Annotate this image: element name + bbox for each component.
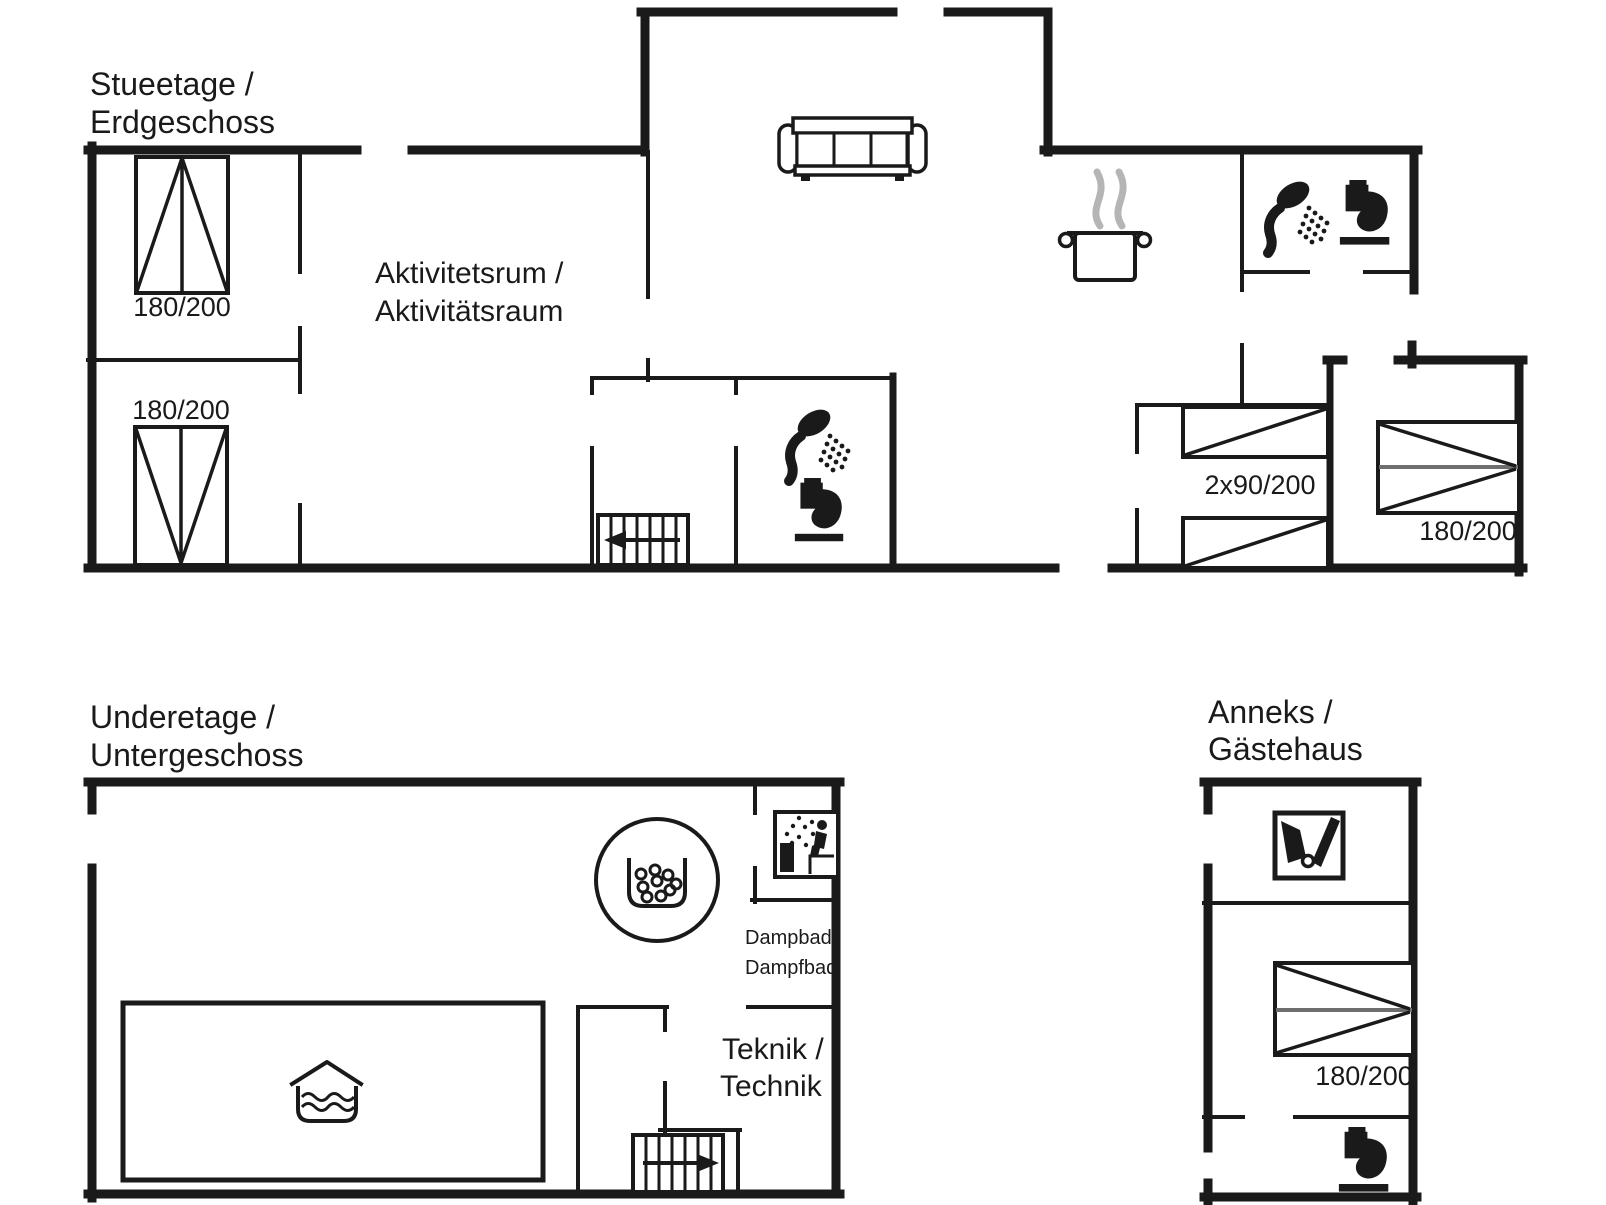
bed-single-2-icon [1183,518,1328,568]
bed-double-top-left-icon [136,157,228,293]
stairs-down-icon [633,1135,723,1192]
bed-double-bottom-left-icon [135,427,227,565]
tech-room-label-line1: Teknik / [722,1033,824,1066]
shower-icon [789,404,850,481]
ground-floor-interior-walls [88,152,1412,566]
steam-bath-icon [775,812,838,877]
bed-size-annex: 180/200 [1315,1061,1413,1091]
ground-floor-title-line1: Stueetage / [90,66,254,102]
activity-room-label-line2: Aktivitätsraum [375,295,564,328]
toilet-icon [1339,1127,1388,1192]
activity-room-label-line1: Aktivitetsrum / [375,257,564,290]
bed-size-top-left: 180/200 [133,292,231,322]
bed-double-annex-icon [1275,963,1413,1055]
bed-size-twin: 2x90/200 [1204,470,1316,500]
steam-bath-label-line1: Dampbad/ [745,927,838,949]
toilet-icon [1340,180,1389,245]
steam-bath-label-line2: Dampfbad [745,957,838,979]
annex-title-line2: Gästehaus [1208,731,1363,767]
cooking-pot-icon [1060,172,1151,280]
bed-size-bottom-left: 180/200 [132,395,230,425]
annex-title-line1: Anneks / [1208,694,1333,730]
toilet-icon [795,478,843,541]
tech-room-label-line2: Technik [720,1070,822,1103]
bed-size-right: 180/200 [1419,516,1517,546]
shower-cabin-icon [1275,813,1343,878]
steam-icon [1096,172,1101,226]
ground-floor-title-line2: Erdgeschoss [90,104,275,140]
stairs-up-icon [598,515,688,565]
steam-icon [1118,172,1123,226]
sofa-icon [779,118,926,181]
swimming-pool [123,1003,543,1180]
whirlpool-icon [596,819,718,941]
bed-single-1-icon [1183,407,1328,457]
basement-title-line2: Untergeschoss [90,737,304,773]
basement [88,699,840,1198]
ground-floor [88,12,1523,572]
bed-double-right-icon [1378,422,1519,513]
annex [1204,694,1417,1201]
basement-title-line1: Underetage / [90,699,276,735]
shower-icon [1268,176,1329,253]
